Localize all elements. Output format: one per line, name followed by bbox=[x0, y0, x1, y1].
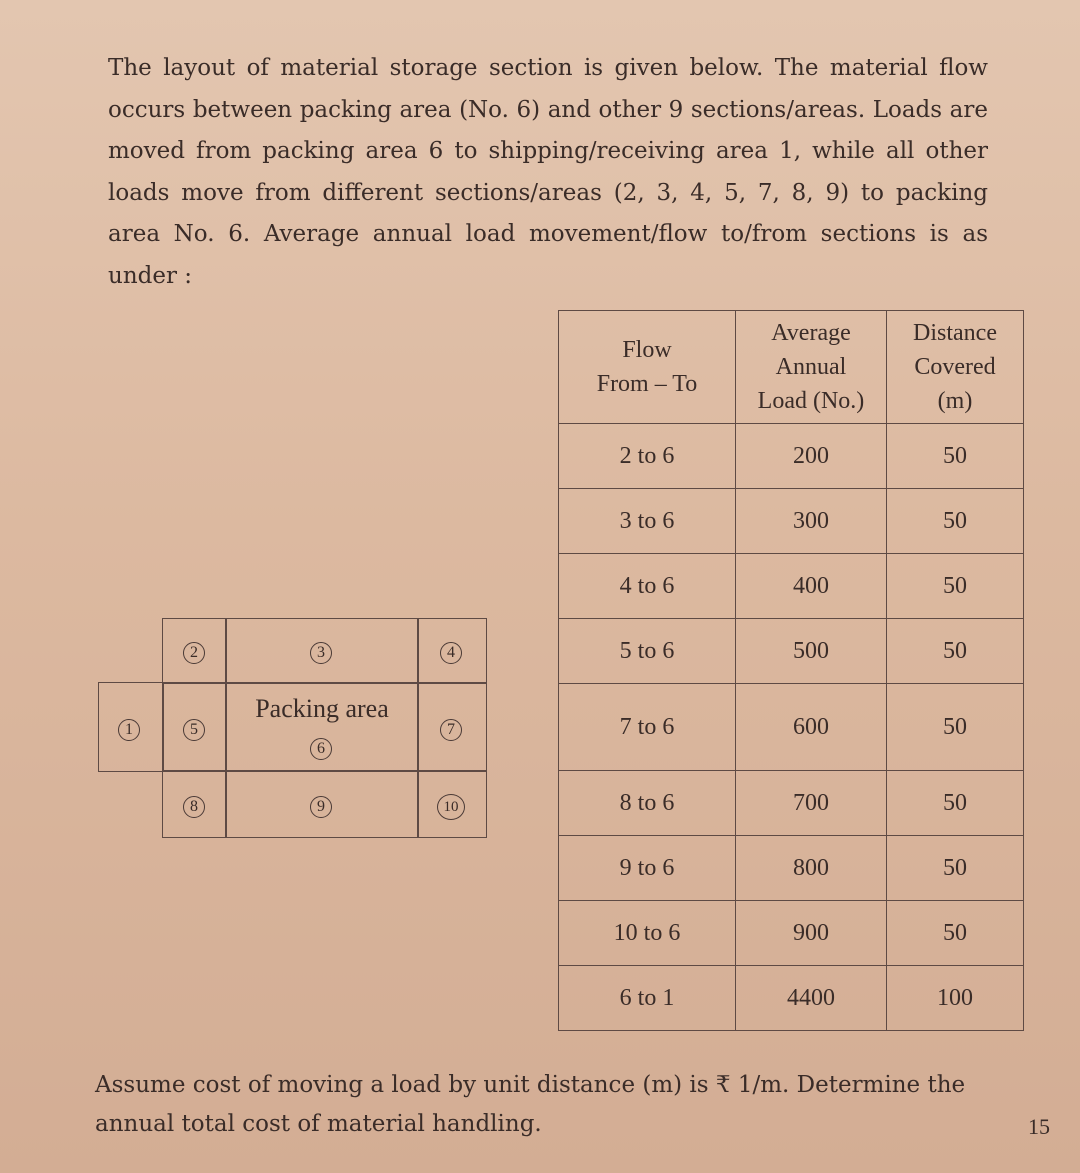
table-row bbox=[559, 489, 1024, 554]
cell-load: 4400 bbox=[736, 966, 887, 1031]
cell-flow: 4 to 6 bbox=[559, 554, 736, 619]
area-number-4: 4 bbox=[440, 642, 462, 664]
cell-distance: 50 bbox=[887, 424, 1024, 489]
header-line: From – To bbox=[596, 371, 698, 397]
area-number-9: 9 bbox=[310, 796, 332, 818]
header-line: Distance bbox=[913, 320, 997, 346]
table-row bbox=[559, 966, 1024, 1031]
cell-load: 300 bbox=[736, 489, 887, 554]
area-number-10: 10 bbox=[437, 794, 465, 820]
cell-load: 800 bbox=[736, 836, 887, 901]
header-line: Annual bbox=[775, 354, 847, 380]
area-number-8: 8 bbox=[183, 796, 205, 818]
cell-distance: 50 bbox=[887, 836, 1024, 901]
storage-layout-diagram bbox=[98, 618, 490, 840]
area-number-1: 1 bbox=[118, 719, 140, 741]
question-text: Assume cost of moving a load by unit distance (m) is ₹ 1/m. Determine the annual total cost of material handling. bbox=[95, 1072, 966, 1137]
cell-flow: 9 to 6 bbox=[559, 836, 736, 901]
cell-distance: 50 bbox=[887, 619, 1024, 684]
page-number: 15 bbox=[1028, 1114, 1050, 1139]
cell-distance: 50 bbox=[887, 684, 1024, 771]
cell-flow: 2 to 6 bbox=[559, 424, 736, 489]
header-line: Load (No.) bbox=[757, 388, 865, 414]
cell-flow: 3 to 6 bbox=[559, 489, 736, 554]
table-row bbox=[559, 619, 1024, 684]
table-header-row bbox=[559, 311, 1024, 424]
header-flow bbox=[559, 311, 736, 424]
cell-load: 900 bbox=[736, 901, 887, 966]
table-row bbox=[559, 684, 1024, 771]
cell-distance: 100 bbox=[887, 966, 1024, 1031]
table-row bbox=[559, 554, 1024, 619]
area-number-7: 7 bbox=[440, 719, 462, 741]
header-line: Average bbox=[771, 320, 851, 346]
cell-distance: 50 bbox=[887, 554, 1024, 619]
header-line: (m) bbox=[937, 388, 973, 414]
table-row bbox=[559, 424, 1024, 489]
cell-distance: 50 bbox=[887, 771, 1024, 836]
cell-flow: 5 to 6 bbox=[559, 619, 736, 684]
area-number-6: 6 bbox=[310, 738, 332, 760]
cell-flow: 7 to 6 bbox=[559, 684, 736, 771]
load-flow-table bbox=[558, 310, 1024, 1031]
cell-load: 600 bbox=[736, 684, 887, 771]
cell-distance: 50 bbox=[887, 489, 1024, 554]
packing-area-label: Packing area bbox=[255, 694, 389, 723]
cell-load: 700 bbox=[736, 771, 887, 836]
area-number-3: 3 bbox=[310, 642, 332, 664]
header-distance-covered bbox=[887, 311, 1024, 424]
table-row bbox=[559, 901, 1024, 966]
cell-flow: 8 to 6 bbox=[559, 771, 736, 836]
header-average-annual-load bbox=[736, 311, 887, 424]
cell-flow: 6 to 1 bbox=[559, 966, 736, 1031]
cell-load: 400 bbox=[736, 554, 887, 619]
header-line: Flow bbox=[622, 337, 672, 363]
cell-flow: 10 to 6 bbox=[559, 901, 736, 966]
area-number-2: 2 bbox=[183, 642, 205, 664]
problem-statement: The layout of material storage section is given below. The material flow occurs between packing area (No. 6) and other 9 sections/areas. Loads are moved from packing area 6 to shipping/receiving area 1, while all other loads move from different sections/areas (2, 3, 4, 5, 7, 8, 9) to packing area No. 6. Average annual load movement/flow to/from sections is as under : bbox=[108, 55, 988, 289]
cell-distance: 50 bbox=[887, 901, 1024, 966]
area-number-5: 5 bbox=[183, 719, 205, 741]
cell-load: 500 bbox=[736, 619, 887, 684]
cell-load: 200 bbox=[736, 424, 887, 489]
table-row bbox=[559, 836, 1024, 901]
table-row bbox=[559, 771, 1024, 836]
header-line: Covered bbox=[914, 354, 996, 380]
